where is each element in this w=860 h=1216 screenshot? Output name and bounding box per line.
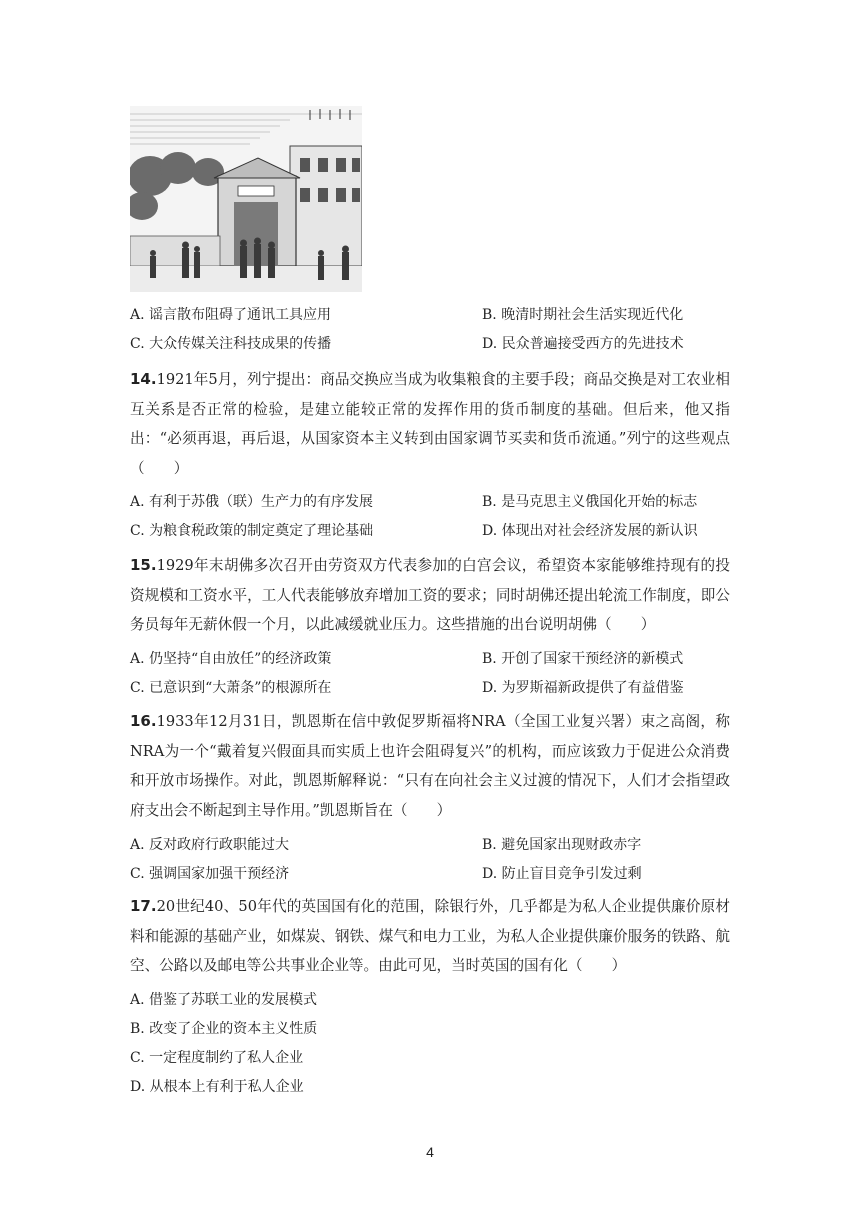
historical-illustration <box>130 106 362 292</box>
question-16 <box>130 707 730 825</box>
q14-option-d[interactable]: D. 体现出对社会经济发展的新认识 <box>482 523 698 539</box>
q16-option-a[interactable]: A. 反对政府行政职能过大 <box>130 837 290 853</box>
question-14 <box>130 365 730 483</box>
q17-option-a[interactable]: A. 借鉴了苏联工业的发展模式 <box>130 992 318 1008</box>
q16-options <box>130 836 770 894</box>
page-number: 4 <box>426 1144 434 1160</box>
q14-option-b[interactable]: B. 是马克思主义俄国化开始的标志 <box>482 494 698 510</box>
q16-option-b[interactable]: B. 避免国家出现财政赤字 <box>482 837 642 853</box>
q14-option-c[interactable]: C. 为粮食税政策的制定奠定了理论基础 <box>130 523 374 539</box>
q15-options <box>130 650 770 708</box>
question-stem: 1921年5月，列宁提出：商品交换应当成为收集粮食的主要手段；商品交换是对工农业相互关系是否正常的检验，是建立能较正常的发挥作用的货币制度的基础。但后来，他又指出：“必须再退，再后退，从国家资本主义转到由国家调节买卖和货币流通。”列宁的这些观点（ ） <box>130 371 730 477</box>
q17-option-c[interactable]: C. 一定程度制约了私人企业 <box>130 1050 304 1066</box>
q15-option-b[interactable]: B. 开创了国家干预经济的新模式 <box>482 651 684 667</box>
q16-option-d[interactable]: D. 防止盲目竞争引发过剩 <box>482 866 642 882</box>
question-stem: 1933年12月31日，凯恩斯在信中敦促罗斯福将NRA（全国工业复兴署）束之高阁，称NRA为一个“戴着复兴假面具而实质上也许会阻碍复兴”的机构，而应该致力于促进公众消费和开放市场操作。对此，凯恩斯解释说：“只有在向社会主义过渡的情况下，人们才会指望政府支出会不断起到主导作用。”凯恩斯旨在（ ） <box>130 713 730 819</box>
q14-option-a[interactable]: A. 有利于苏俄（联）生产力的有序发展 <box>130 494 374 510</box>
q17-option-b[interactable]: B. 改变了企业的资本主义性质 <box>130 1021 318 1037</box>
q13-options <box>130 306 770 364</box>
question-number: 17. <box>130 897 157 915</box>
q17-option-d[interactable]: D. 从根本上有利于私人企业 <box>130 1079 304 1095</box>
q13-option-c[interactable]: C. 大众传媒关注科技成果的传播 <box>130 336 332 352</box>
q17-options <box>130 991 770 1107</box>
q15-option-a[interactable]: A. 仍坚持“自由放任”的经济政策 <box>130 651 332 667</box>
question-number: 14. <box>130 370 157 388</box>
question-stem: 20世纪40、50年代的英国国有化的范围，除银行外，几乎都是为私人企业提供廉价原材料和能源的基础产业，如煤炭、钢铁、煤气和电力工业，为私人企业提供廉价服务的铁路、航空、公路以及邮电等公共事业企业等。由此可见，当时英国的国有化（ ） <box>130 898 730 974</box>
question-17 <box>130 892 730 981</box>
question-number: 16. <box>130 712 157 730</box>
q15-option-d[interactable]: D. 为罗斯福新政提供了有益借鉴 <box>482 680 684 696</box>
q15-option-c[interactable]: C. 已意识到“大萧条”的根源所在 <box>130 680 332 696</box>
question-stem: 1929年末胡佛多次召开由劳资双方代表参加的白宫会议，希望资本家能够维持现有的投资规模和工资水平，工人代表能够放弃增加工资的要求；同时胡佛还提出轮流工作制度，即公务员每年无薪休假一个月，以此减缓就业压力。这些措施的出台说明胡佛（ ） <box>130 557 730 633</box>
q13-option-a[interactable]: A. 谣言散布阻碍了通讯工具应用 <box>130 307 332 323</box>
question-number: 15. <box>130 556 157 574</box>
q13-option-d[interactable]: D. 民众普遍接受西方的先进技术 <box>482 336 684 352</box>
q13-option-b[interactable]: B. 晚清时期社会生活实现近代化 <box>482 307 684 323</box>
question-15 <box>130 551 730 640</box>
q16-option-c[interactable]: C. 强调国家加强干预经济 <box>130 866 290 882</box>
q14-options <box>130 493 770 551</box>
